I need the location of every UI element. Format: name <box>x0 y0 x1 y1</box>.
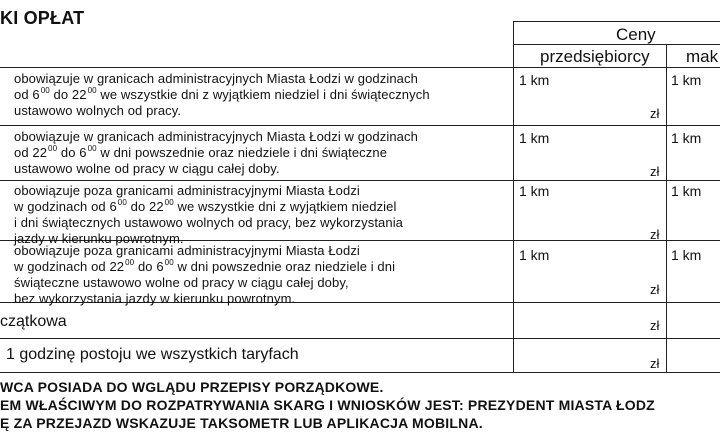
superscript-minutes: 00 <box>48 144 58 153</box>
superscript-minutes: 00 <box>125 258 135 267</box>
table-bottom-border <box>0 372 720 373</box>
text-segment: od 22 <box>14 145 48 160</box>
rate-description <box>14 71 492 119</box>
footer-line-3: Ę ZA PRZEJAZD WSKAZUJE TAKSOMETR LUB APLIKACJA MOBILNA. <box>0 415 483 431</box>
rate-description-line <box>14 291 492 307</box>
superscript-minutes: 00 <box>164 258 174 267</box>
rate-description <box>14 243 492 307</box>
max-unit: 1 km <box>671 72 702 88</box>
business-unit: 1 km <box>519 130 550 146</box>
rate-description-line <box>14 71 492 87</box>
text-segment: w godzinach od 22 <box>14 259 125 274</box>
rate-description-line <box>14 259 492 275</box>
text-segment: ustawowo wolnych od pracy. <box>14 103 182 118</box>
text-segment: obowiązuje poza granicami administracyjnymi Miasta Łodzi <box>14 243 360 258</box>
rate-description-line <box>14 215 492 231</box>
table-top-border <box>513 21 720 22</box>
superscript-minutes: 00 <box>40 86 50 95</box>
page-title: KI OPŁAT <box>0 8 85 28</box>
rate-description-line <box>14 183 492 199</box>
text-segment: do 22 <box>126 199 164 214</box>
business-currency: zł <box>650 282 660 297</box>
header-max: mak <box>686 47 719 66</box>
header-divider <box>513 44 720 45</box>
header-business: przedsiębiorcy <box>540 47 650 66</box>
text-segment: obowiązuje poza granicami administracyjnymi Miasta Łodzi <box>14 183 360 198</box>
row-divider-5 <box>0 338 720 339</box>
business-currency: zł <box>650 106 660 121</box>
text-segment: do 6 <box>134 259 164 274</box>
superscript-minutes: 00 <box>87 144 97 153</box>
footer-line-1: WCA POSIADA DO WGLĄDU PRZEPISY PORZĄDKOWE. <box>0 379 384 395</box>
waiting-fee-currency: zł <box>650 356 660 371</box>
text-segment: jazdy w kierunku powrotnym. <box>14 231 184 246</box>
text-segment: ustawowo wolne od pracy w ciągu całej doby. <box>14 161 280 176</box>
text-segment: we wszystkie dni z wyjątkiem niedziel <box>173 199 397 214</box>
row-divider-2 <box>0 180 720 181</box>
text-segment: obowiązuje w granicach administracyjnych Miasta Łodzi w godzinach <box>14 71 418 86</box>
rate-description-line <box>14 87 492 103</box>
waiting-fee-label: 1 godzinę postoju we wszystkich taryfach <box>6 346 299 363</box>
text-segment: świąteczne ustawowo wolne od pracy w ciągu całej doby, <box>14 275 349 290</box>
rate-description-line <box>14 199 492 215</box>
column-divider-right <box>666 44 667 372</box>
footer-line-2: EM WŁAŚCIWYM DO ROZPATRYWANIA SKARG I WNIOSKÓW JEST: PREZYDENT MIASTA ŁODZ <box>0 397 655 413</box>
row-divider-1 <box>0 125 720 126</box>
rate-description-line <box>14 145 492 161</box>
header-prices: Ceny <box>616 25 656 44</box>
rate-description <box>14 129 492 177</box>
max-unit: 1 km <box>671 247 702 263</box>
rate-description-line <box>14 161 492 177</box>
rate-description-line <box>14 103 492 119</box>
rate-description-line <box>14 243 492 259</box>
column-divider-left <box>513 21 514 372</box>
text-segment: w dni powszednie oraz niedziele i dni <box>173 259 396 274</box>
business-unit: 1 km <box>519 183 550 199</box>
header-bottom-border <box>0 67 720 68</box>
business-currency: zł <box>650 227 660 242</box>
rate-description-line <box>14 275 492 291</box>
text-segment: bez wykorzystania jazdy w kierunku powrotnym. <box>14 291 296 306</box>
start-fee-currency: zł <box>650 318 660 333</box>
max-unit: 1 km <box>671 130 702 146</box>
text-segment: w godzinach od 6 <box>14 199 117 214</box>
superscript-minutes: 00 <box>87 86 97 95</box>
text-segment: i dni świątecznych ustawowo wolnych od pracy, bez wykorzystania <box>14 215 404 230</box>
start-fee-label: czątkowa <box>0 313 67 330</box>
superscript-minutes: 00 <box>117 198 127 207</box>
text-segment: do 22 <box>49 87 87 102</box>
business-currency: zł <box>650 164 660 179</box>
text-segment: we wszystkie dni z wyjątkiem niedziel i dni świątecznych <box>96 87 430 102</box>
text-segment: do 6 <box>57 145 87 160</box>
superscript-minutes: 00 <box>164 198 174 207</box>
business-unit: 1 km <box>519 247 550 263</box>
business-unit: 1 km <box>519 72 550 88</box>
max-unit: 1 km <box>671 183 702 199</box>
text-segment: obowiązuje w granicach administracyjnych Miasta Łodzi w godzinach <box>14 129 418 144</box>
rate-description <box>14 183 492 247</box>
text-segment: w dni powszednie oraz niedziele i dni świąteczne <box>96 145 388 160</box>
rate-description-line <box>14 129 492 145</box>
text-segment: od 6 <box>14 87 40 102</box>
